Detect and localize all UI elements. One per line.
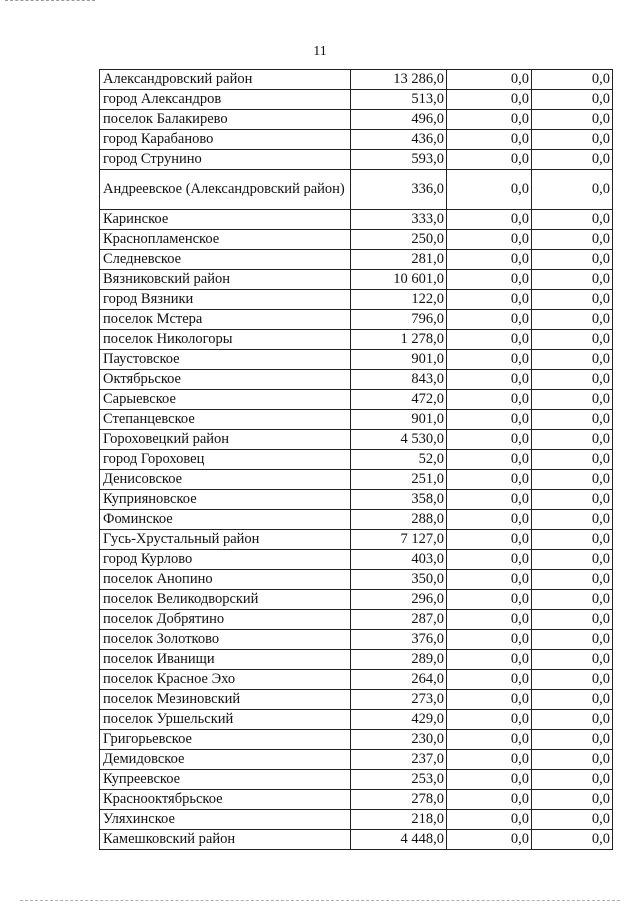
cell-amount-3: 0,0 bbox=[532, 670, 613, 690]
cell-amount-3: 0,0 bbox=[532, 330, 613, 350]
cell-amount-3: 0,0 bbox=[532, 150, 613, 170]
cell-amount-1: 7 127,0 bbox=[351, 530, 447, 550]
cell-amount-3: 0,0 bbox=[532, 370, 613, 390]
cell-amount-3: 0,0 bbox=[532, 710, 613, 730]
cell-amount-3: 0,0 bbox=[532, 290, 613, 310]
cell-amount-2: 0,0 bbox=[447, 370, 532, 390]
cell-municipality: Сарыевское bbox=[100, 390, 351, 410]
table-row bbox=[100, 90, 613, 110]
cell-amount-2: 0,0 bbox=[447, 570, 532, 590]
cell-amount-2: 0,0 bbox=[447, 790, 532, 810]
cell-municipality: Денисовское bbox=[100, 470, 351, 490]
cell-municipality: город Карабаново bbox=[100, 130, 351, 150]
cell-amount-1: 237,0 bbox=[351, 750, 447, 770]
cell-amount-3: 0,0 bbox=[532, 130, 613, 150]
cell-municipality: Октябрьское bbox=[100, 370, 351, 390]
cell-municipality: Паустовское bbox=[100, 350, 351, 370]
page-number: 11 bbox=[313, 44, 327, 59]
table-row bbox=[100, 550, 613, 570]
cell-amount-2: 0,0 bbox=[447, 70, 532, 90]
cell-municipality: поселок Балакирево bbox=[100, 110, 351, 130]
table-row bbox=[100, 130, 613, 150]
cell-amount-1: 218,0 bbox=[351, 810, 447, 830]
cell-amount-3: 0,0 bbox=[532, 110, 613, 130]
cell-amount-2: 0,0 bbox=[447, 710, 532, 730]
cell-amount-2: 0,0 bbox=[447, 430, 532, 450]
table-row bbox=[100, 750, 613, 770]
cell-municipality: Купреевское bbox=[100, 770, 351, 790]
table-row bbox=[100, 330, 613, 350]
table-row bbox=[100, 670, 613, 690]
cell-amount-2: 0,0 bbox=[447, 290, 532, 310]
cell-amount-1: 796,0 bbox=[351, 310, 447, 330]
cell-amount-1: 593,0 bbox=[351, 150, 447, 170]
cell-amount-1: 350,0 bbox=[351, 570, 447, 590]
table-row bbox=[100, 810, 613, 830]
cell-amount-3: 0,0 bbox=[532, 570, 613, 590]
cell-amount-1: 358,0 bbox=[351, 490, 447, 510]
cell-amount-2: 0,0 bbox=[447, 590, 532, 610]
cell-amount-1: 333,0 bbox=[351, 210, 447, 230]
table-row bbox=[100, 770, 613, 790]
cell-municipality: Григорьевское bbox=[100, 730, 351, 750]
cell-municipality: Краснопламенское bbox=[100, 230, 351, 250]
cell-amount-1: 4 448,0 bbox=[351, 830, 447, 850]
cell-amount-1: 52,0 bbox=[351, 450, 447, 470]
cell-municipality: поселок Иванищи bbox=[100, 650, 351, 670]
cell-amount-2: 0,0 bbox=[447, 490, 532, 510]
table-body bbox=[100, 70, 613, 850]
cell-municipality: город Курлово bbox=[100, 550, 351, 570]
table-row bbox=[100, 230, 613, 250]
cell-amount-3: 0,0 bbox=[532, 550, 613, 570]
cell-amount-2: 0,0 bbox=[447, 450, 532, 470]
cell-municipality: Краснооктябрьское bbox=[100, 790, 351, 810]
cell-amount-2: 0,0 bbox=[447, 170, 532, 210]
cell-municipality: Демидовское bbox=[100, 750, 351, 770]
table-row bbox=[100, 410, 613, 430]
cell-amount-1: 901,0 bbox=[351, 410, 447, 430]
cell-amount-2: 0,0 bbox=[447, 770, 532, 790]
cell-amount-3: 0,0 bbox=[532, 630, 613, 650]
table-row bbox=[100, 310, 613, 330]
cell-amount-3: 0,0 bbox=[532, 810, 613, 830]
cell-amount-3: 0,0 bbox=[532, 510, 613, 530]
table-row bbox=[100, 510, 613, 530]
cell-amount-2: 0,0 bbox=[447, 510, 532, 530]
table-row bbox=[100, 370, 613, 390]
table-row bbox=[100, 450, 613, 470]
cell-amount-2: 0,0 bbox=[447, 390, 532, 410]
cell-amount-1: 10 601,0 bbox=[351, 270, 447, 290]
cell-amount-3: 0,0 bbox=[532, 390, 613, 410]
cell-municipality: Каринское bbox=[100, 210, 351, 230]
cell-amount-3: 0,0 bbox=[532, 70, 613, 90]
cell-municipality: город Струнино bbox=[100, 150, 351, 170]
cell-amount-2: 0,0 bbox=[447, 650, 532, 670]
cell-amount-2: 0,0 bbox=[447, 550, 532, 570]
cell-amount-3: 0,0 bbox=[532, 270, 613, 290]
table-row bbox=[100, 250, 613, 270]
scan-artifact-top bbox=[5, 0, 95, 3]
table-row bbox=[100, 650, 613, 670]
table-row bbox=[100, 610, 613, 630]
cell-amount-2: 0,0 bbox=[447, 250, 532, 270]
cell-amount-3: 0,0 bbox=[532, 730, 613, 750]
cell-municipality: поселок Мезиновский bbox=[100, 690, 351, 710]
scan-artifact-bottom bbox=[20, 900, 620, 903]
cell-amount-3: 0,0 bbox=[532, 690, 613, 710]
cell-amount-1: 472,0 bbox=[351, 390, 447, 410]
cell-amount-1: 288,0 bbox=[351, 510, 447, 530]
table-row bbox=[100, 570, 613, 590]
cell-amount-3: 0,0 bbox=[532, 410, 613, 430]
cell-amount-2: 0,0 bbox=[447, 530, 532, 550]
cell-amount-2: 0,0 bbox=[447, 730, 532, 750]
cell-municipality: Вязниковский район bbox=[100, 270, 351, 290]
cell-amount-2: 0,0 bbox=[447, 130, 532, 150]
cell-municipality: Гороховецкий район bbox=[100, 430, 351, 450]
cell-municipality: Куприяновское bbox=[100, 490, 351, 510]
budget-table bbox=[99, 69, 613, 850]
cell-amount-1: 264,0 bbox=[351, 670, 447, 690]
cell-amount-2: 0,0 bbox=[447, 230, 532, 250]
table-row bbox=[100, 730, 613, 750]
cell-amount-3: 0,0 bbox=[532, 170, 613, 210]
cell-amount-2: 0,0 bbox=[447, 810, 532, 830]
table-row bbox=[100, 470, 613, 490]
table-row bbox=[100, 690, 613, 710]
cell-amount-2: 0,0 bbox=[447, 110, 532, 130]
table-row bbox=[100, 590, 613, 610]
cell-municipality: Андреевское (Александровский район) bbox=[100, 170, 351, 210]
cell-amount-1: 843,0 bbox=[351, 370, 447, 390]
cell-amount-2: 0,0 bbox=[447, 350, 532, 370]
cell-amount-3: 0,0 bbox=[532, 650, 613, 670]
cell-amount-3: 0,0 bbox=[532, 310, 613, 330]
cell-municipality: город Александров bbox=[100, 90, 351, 110]
cell-amount-3: 0,0 bbox=[532, 750, 613, 770]
table-row bbox=[100, 390, 613, 410]
cell-amount-1: 287,0 bbox=[351, 610, 447, 630]
table-row bbox=[100, 430, 613, 450]
cell-amount-3: 0,0 bbox=[532, 210, 613, 230]
cell-amount-1: 273,0 bbox=[351, 690, 447, 710]
cell-municipality: поселок Уршельский bbox=[100, 710, 351, 730]
table-row bbox=[100, 490, 613, 510]
cell-amount-3: 0,0 bbox=[532, 90, 613, 110]
cell-amount-2: 0,0 bbox=[447, 150, 532, 170]
table-row bbox=[100, 350, 613, 370]
cell-municipality: Камешковский район bbox=[100, 830, 351, 850]
table-row bbox=[100, 290, 613, 310]
cell-amount-2: 0,0 bbox=[447, 270, 532, 290]
cell-municipality: поселок Мстера bbox=[100, 310, 351, 330]
cell-amount-1: 901,0 bbox=[351, 350, 447, 370]
cell-amount-2: 0,0 bbox=[447, 670, 532, 690]
table-row bbox=[100, 150, 613, 170]
cell-amount-1: 296,0 bbox=[351, 590, 447, 610]
cell-amount-2: 0,0 bbox=[447, 630, 532, 650]
cell-amount-1: 436,0 bbox=[351, 130, 447, 150]
cell-municipality: город Вязники bbox=[100, 290, 351, 310]
cell-amount-2: 0,0 bbox=[447, 210, 532, 230]
cell-amount-1: 251,0 bbox=[351, 470, 447, 490]
cell-amount-1: 289,0 bbox=[351, 650, 447, 670]
cell-municipality: Фоминское bbox=[100, 510, 351, 530]
cell-amount-3: 0,0 bbox=[532, 450, 613, 470]
cell-amount-1: 4 530,0 bbox=[351, 430, 447, 450]
cell-municipality: Следневское bbox=[100, 250, 351, 270]
cell-amount-1: 403,0 bbox=[351, 550, 447, 570]
table-row bbox=[100, 170, 613, 210]
cell-amount-2: 0,0 bbox=[447, 410, 532, 430]
cell-municipality: поселок Золотково bbox=[100, 630, 351, 650]
cell-amount-2: 0,0 bbox=[447, 310, 532, 330]
cell-amount-2: 0,0 bbox=[447, 330, 532, 350]
cell-amount-2: 0,0 bbox=[447, 470, 532, 490]
cell-amount-3: 0,0 bbox=[532, 490, 613, 510]
cell-amount-2: 0,0 bbox=[447, 750, 532, 770]
cell-municipality: поселок Анопино bbox=[100, 570, 351, 590]
cell-amount-1: 1 278,0 bbox=[351, 330, 447, 350]
cell-amount-3: 0,0 bbox=[532, 350, 613, 370]
cell-municipality: Александровский район bbox=[100, 70, 351, 90]
cell-municipality: Уляхинское bbox=[100, 810, 351, 830]
cell-amount-2: 0,0 bbox=[447, 90, 532, 110]
cell-amount-2: 0,0 bbox=[447, 690, 532, 710]
table-row bbox=[100, 270, 613, 290]
table-row bbox=[100, 110, 613, 130]
cell-amount-1: 253,0 bbox=[351, 770, 447, 790]
cell-amount-1: 281,0 bbox=[351, 250, 447, 270]
cell-municipality: поселок Никологоры bbox=[100, 330, 351, 350]
cell-municipality: город Гороховец bbox=[100, 450, 351, 470]
cell-amount-1: 278,0 bbox=[351, 790, 447, 810]
cell-amount-1: 230,0 bbox=[351, 730, 447, 750]
cell-amount-1: 336,0 bbox=[351, 170, 447, 210]
table-row bbox=[100, 210, 613, 230]
cell-amount-2: 0,0 bbox=[447, 610, 532, 630]
table-row bbox=[100, 70, 613, 90]
cell-amount-3: 0,0 bbox=[532, 610, 613, 630]
cell-amount-3: 0,0 bbox=[532, 250, 613, 270]
cell-amount-3: 0,0 bbox=[532, 230, 613, 250]
cell-amount-3: 0,0 bbox=[532, 470, 613, 490]
cell-amount-1: 513,0 bbox=[351, 90, 447, 110]
table-row bbox=[100, 630, 613, 650]
cell-amount-1: 429,0 bbox=[351, 710, 447, 730]
cell-municipality: Степанцевское bbox=[100, 410, 351, 430]
table-row bbox=[100, 830, 613, 850]
cell-amount-1: 13 286,0 bbox=[351, 70, 447, 90]
cell-amount-3: 0,0 bbox=[532, 790, 613, 810]
cell-amount-3: 0,0 bbox=[532, 830, 613, 850]
table-row bbox=[100, 710, 613, 730]
cell-amount-2: 0,0 bbox=[447, 830, 532, 850]
table-row bbox=[100, 530, 613, 550]
cell-municipality: поселок Добрятино bbox=[100, 610, 351, 630]
cell-municipality: поселок Красное Эхо bbox=[100, 670, 351, 690]
table-row bbox=[100, 790, 613, 810]
cell-municipality: поселок Великодворский bbox=[100, 590, 351, 610]
cell-amount-1: 496,0 bbox=[351, 110, 447, 130]
cell-amount-1: 250,0 bbox=[351, 230, 447, 250]
cell-amount-1: 376,0 bbox=[351, 630, 447, 650]
cell-amount-3: 0,0 bbox=[532, 430, 613, 450]
cell-amount-3: 0,0 bbox=[532, 590, 613, 610]
cell-municipality: Гусь-Хрустальный район bbox=[100, 530, 351, 550]
cell-amount-1: 122,0 bbox=[351, 290, 447, 310]
cell-amount-3: 0,0 bbox=[532, 530, 613, 550]
cell-amount-3: 0,0 bbox=[532, 770, 613, 790]
